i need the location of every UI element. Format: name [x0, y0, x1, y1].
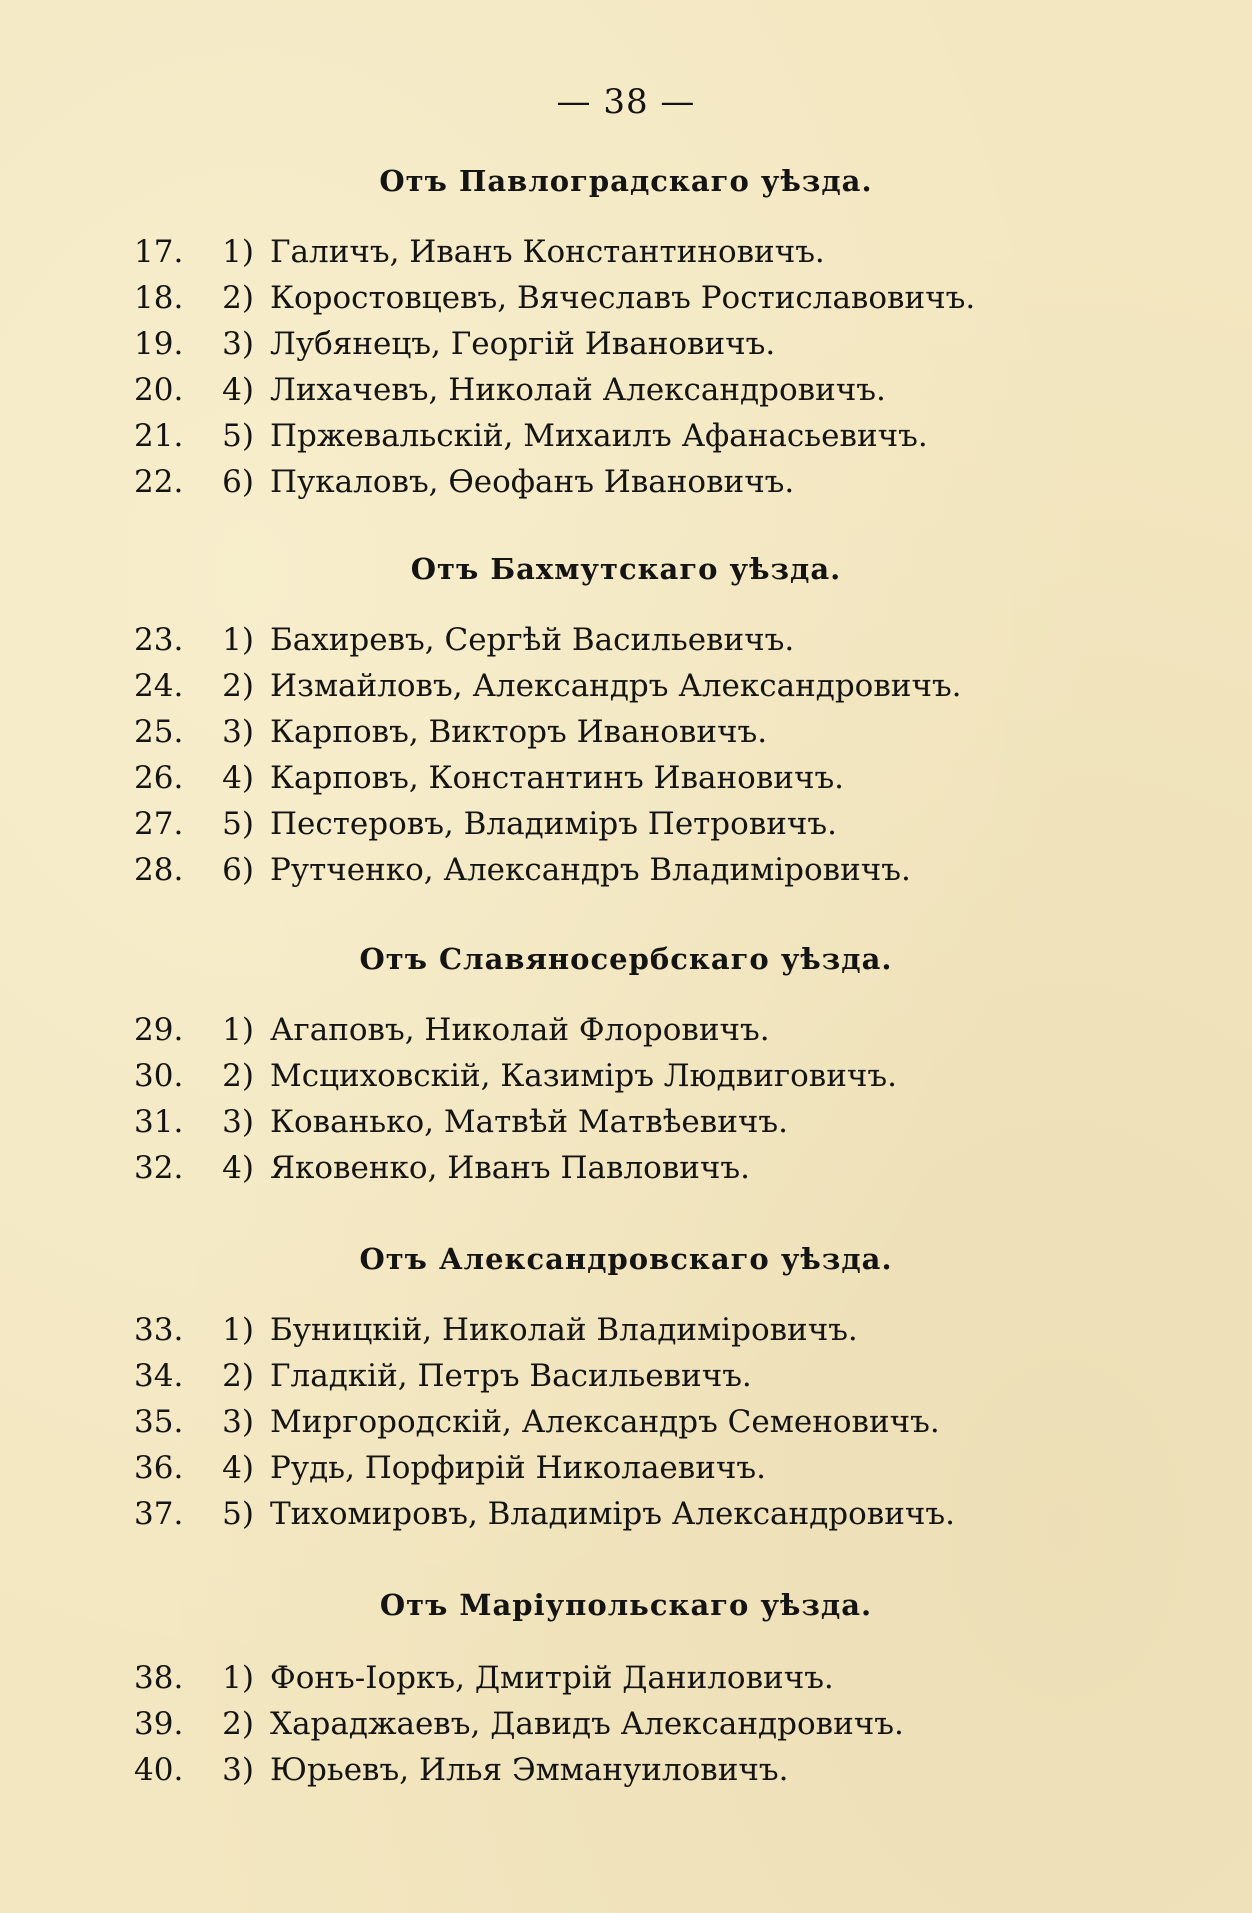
- entry-number: 25.: [134, 714, 184, 750]
- list-item: [134, 280, 975, 320]
- list-item: [134, 852, 911, 892]
- entry-name: Миргородскій, Александръ Семеновичъ.: [270, 1404, 940, 1440]
- page-number: — 38 —: [556, 82, 696, 122]
- entry-subnumber: 3): [222, 1404, 254, 1440]
- section-heading-mariupol: Отъ Маріупольскаго уѣзда.: [379, 1588, 873, 1622]
- entry-number: 28.: [134, 852, 184, 888]
- entry-number: 22.: [134, 464, 184, 500]
- list-item: [134, 1450, 766, 1490]
- entry-name: Гладкій, Петръ Васильевичъ.: [270, 1358, 752, 1394]
- entry-subnumber: 6): [222, 464, 254, 500]
- entry-number: 40.: [134, 1752, 184, 1788]
- entry-subnumber: 5): [222, 1496, 254, 1532]
- list-item: [134, 418, 928, 458]
- list-item: [134, 1660, 834, 1700]
- entry-name: Лубянецъ, Георгій Ивановичъ.: [270, 326, 776, 362]
- entry-name: Хараджаевъ, Давидъ Александровичъ.: [270, 1706, 904, 1742]
- entry-name: Бахиревъ, Сергѣй Васильевичъ.: [270, 622, 795, 658]
- entry-name: Кованько, Матвѣй Матвѣевичъ.: [270, 1104, 788, 1140]
- entry-subnumber: 3): [222, 1104, 254, 1140]
- entry-subnumber: 4): [222, 1450, 254, 1486]
- entry-number: 30.: [134, 1058, 184, 1094]
- section-heading-pavlograd: Отъ Павлоградскаго уѣзда.: [379, 164, 873, 198]
- list-item: [134, 1150, 750, 1190]
- list-item: [134, 326, 775, 366]
- entry-subnumber: 2): [222, 1706, 254, 1742]
- entry-subnumber: 1): [222, 1312, 254, 1348]
- entry-name: Пукаловъ, Ѳеофанъ Ивановичъ.: [270, 464, 795, 500]
- entry-number: 26.: [134, 760, 184, 796]
- list-item: [134, 1752, 789, 1792]
- entry-subnumber: 3): [222, 1752, 254, 1788]
- entry-number: 19.: [134, 326, 184, 362]
- list-item: [134, 234, 825, 274]
- entry-subnumber: 1): [222, 234, 254, 270]
- entry-number: 21.: [134, 418, 184, 454]
- entry-name: Пржевальскій, Михаилъ Афанасьевичъ.: [270, 418, 928, 454]
- entry-name: Карповъ, Константинъ Ивановичъ.: [270, 760, 845, 796]
- entry-number: 39.: [134, 1706, 184, 1742]
- list-item: [134, 1404, 940, 1444]
- entry-number: 37.: [134, 1496, 184, 1532]
- entry-name: Юрьевъ, Илья Эммануиловичъ.: [270, 1752, 789, 1788]
- entry-subnumber: 4): [222, 760, 254, 796]
- entry-number: 27.: [134, 806, 184, 842]
- entry-subnumber: 5): [222, 806, 254, 842]
- entry-subnumber: 3): [222, 714, 254, 750]
- list-item: [134, 760, 844, 800]
- entry-name: Фонъ-Іоркъ, Дмитрій Даниловичъ.: [270, 1660, 834, 1696]
- entry-subnumber: 6): [222, 852, 254, 888]
- entry-name: Лихачевъ, Николай Александровичъ.: [270, 372, 886, 408]
- list-item: [134, 1358, 752, 1398]
- entry-subnumber: 3): [222, 326, 254, 362]
- list-item: [134, 668, 962, 708]
- section-heading-bakhmut: Отъ Бахмутскаго уѣзда.: [410, 552, 842, 586]
- entry-number: 23.: [134, 622, 184, 658]
- entry-number: 29.: [134, 1012, 184, 1048]
- list-item: [134, 806, 837, 846]
- entry-subnumber: 2): [222, 1058, 254, 1094]
- entry-name: Агаповъ, Николай Флоровичъ.: [270, 1012, 770, 1048]
- entry-name: Рудь, Порфирій Николаевичъ.: [270, 1450, 766, 1486]
- entry-subnumber: 5): [222, 418, 254, 454]
- entry-name: Коростовцевъ, Вячеславъ Ростиславовичъ.: [270, 280, 976, 316]
- entry-number: 35.: [134, 1404, 184, 1440]
- list-item: [134, 714, 767, 754]
- entry-name: Карповъ, Викторъ Ивановичъ.: [270, 714, 768, 750]
- list-item: [134, 1104, 788, 1144]
- entry-name: Тихомировъ, Владиміръ Александровичъ.: [270, 1496, 955, 1532]
- entry-number: 36.: [134, 1450, 184, 1486]
- list-item: [134, 1012, 770, 1052]
- list-item: [134, 1706, 904, 1746]
- entry-subnumber: 2): [222, 280, 254, 316]
- entry-name: Буницкій, Николай Владиміровичъ.: [270, 1312, 858, 1348]
- entry-name: Рутченко, Александръ Владиміровичъ.: [270, 852, 911, 888]
- list-item: [134, 1496, 955, 1536]
- entry-subnumber: 1): [222, 622, 254, 658]
- section-heading-slavyanoserbsk: Отъ Славяносербскаго уѣзда.: [359, 942, 893, 976]
- entry-number: 38.: [134, 1660, 184, 1696]
- section-heading-aleksandrovsk: Отъ Александровскаго уѣзда.: [359, 1242, 893, 1276]
- entry-number: 33.: [134, 1312, 184, 1348]
- entry-name: Измайловъ, Александръ Александровичъ.: [270, 668, 962, 704]
- entry-number: 24.: [134, 668, 184, 704]
- entry-subnumber: 1): [222, 1660, 254, 1696]
- entry-number: 18.: [134, 280, 184, 316]
- entry-subnumber: 4): [222, 1150, 254, 1186]
- entry-number: 32.: [134, 1150, 184, 1186]
- entry-name: Мсциховскій, Казиміръ Людвиговичъ.: [270, 1058, 897, 1094]
- list-item: [134, 1312, 858, 1352]
- list-item: [134, 1058, 897, 1098]
- entry-subnumber: 1): [222, 1012, 254, 1048]
- entry-name: Яковенко, Иванъ Павловичъ.: [270, 1150, 751, 1186]
- entry-number: 20.: [134, 372, 184, 408]
- entry-number: 17.: [134, 234, 184, 270]
- list-item: [134, 464, 794, 504]
- entry-number: 31.: [134, 1104, 184, 1140]
- entry-name: Пестеровъ, Владиміръ Петровичъ.: [270, 806, 838, 842]
- entry-number: 34.: [134, 1358, 184, 1394]
- entry-name: Галичъ, Иванъ Константиновичъ.: [270, 234, 825, 270]
- list-item: [134, 372, 886, 412]
- entry-subnumber: 4): [222, 372, 254, 408]
- list-item: [134, 622, 794, 662]
- entry-subnumber: 2): [222, 1358, 254, 1394]
- entry-subnumber: 2): [222, 668, 254, 704]
